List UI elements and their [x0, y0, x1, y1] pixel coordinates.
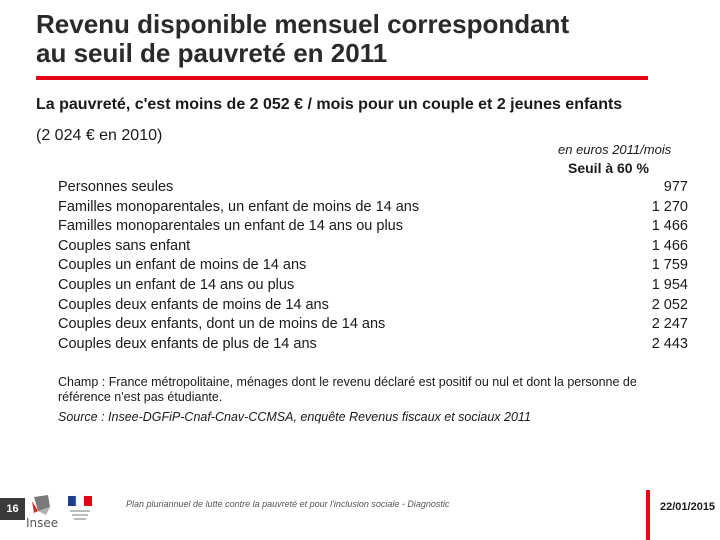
- threshold-table: [58, 178, 688, 354]
- footer-date: 22/01/2015: [660, 501, 716, 513]
- row-label: Couples sans enfant: [58, 237, 191, 254]
- footer-text: Plan pluriannuel de lutte contre la pauvreté et pour l'inclusion sociale - Diagnostic: [126, 499, 450, 509]
- row-value: 1 466: [651, 237, 688, 254]
- page-title: [36, 10, 676, 68]
- table-row: [58, 217, 688, 237]
- table-row: [58, 296, 688, 316]
- row-label: Couples deux enfants de moins de 14 ans: [58, 296, 329, 313]
- subtitle: La pauvreté, c'est moins de 2 052 € / mois pour un couple et 2 jeunes enfants: [36, 96, 623, 113]
- source-block: [58, 375, 648, 425]
- table-row: [58, 276, 688, 296]
- table-column-header: Seuil à 60 %: [568, 160, 649, 176]
- table-row: [58, 198, 688, 218]
- row-label: Couples un enfant de moins de 14 ans: [58, 257, 307, 274]
- republique-francaise-logo-icon: [66, 494, 94, 528]
- row-value: 2 247: [651, 316, 688, 333]
- page-title-line-1: Revenu disponible mensuel correspondant: [36, 9, 570, 39]
- champ-text: Champ : France métropolitaine, ménages dont le revenu déclaré est positif ou nul et dont la personne de référence n'est pas étudiante.: [58, 375, 637, 404]
- table-row: [58, 256, 688, 276]
- table-row: [58, 315, 688, 335]
- row-value: 977: [663, 179, 688, 195]
- row-value: 1 954: [651, 276, 688, 293]
- row-label: Familles monoparentales un enfant de 14 ans ou plus: [58, 218, 403, 235]
- table-row: [58, 237, 688, 257]
- row-value: 1 759: [651, 257, 688, 274]
- title-underline: [36, 76, 648, 80]
- source-text: Source : Insee-DGFiP-Cnaf-Cnav-CCMSA, enquête Revenus fiscaux et sociaux 2011: [58, 410, 531, 424]
- table-unit: en euros 2011/mois: [558, 142, 672, 157]
- page-number: 16: [0, 498, 25, 520]
- row-label: Couples deux enfants de plus de 14 ans: [58, 335, 317, 352]
- row-value: 2 443: [651, 335, 688, 352]
- previous-year-note: (2 024 € en 2010): [36, 127, 163, 144]
- footer-red-bar: [646, 490, 650, 540]
- row-label: Familles monoparentales, un enfant de moins de 14 ans: [58, 198, 420, 215]
- row-value: 1 466: [651, 218, 688, 235]
- row-label: Couples deux enfants, dont un de moins de 14 ans: [58, 316, 386, 333]
- row-value: 1 270: [651, 198, 688, 215]
- table-row: [58, 178, 688, 198]
- table-row: [58, 335, 688, 355]
- page-title-line-2: au seuil de pauvreté en 2011: [36, 38, 388, 68]
- insee-logo-text: Insee: [26, 516, 59, 530]
- row-value: 2 052: [651, 296, 688, 313]
- row-label: Couples un enfant de 14 ans ou plus: [58, 276, 295, 293]
- row-label: Personnes seules: [58, 179, 174, 195]
